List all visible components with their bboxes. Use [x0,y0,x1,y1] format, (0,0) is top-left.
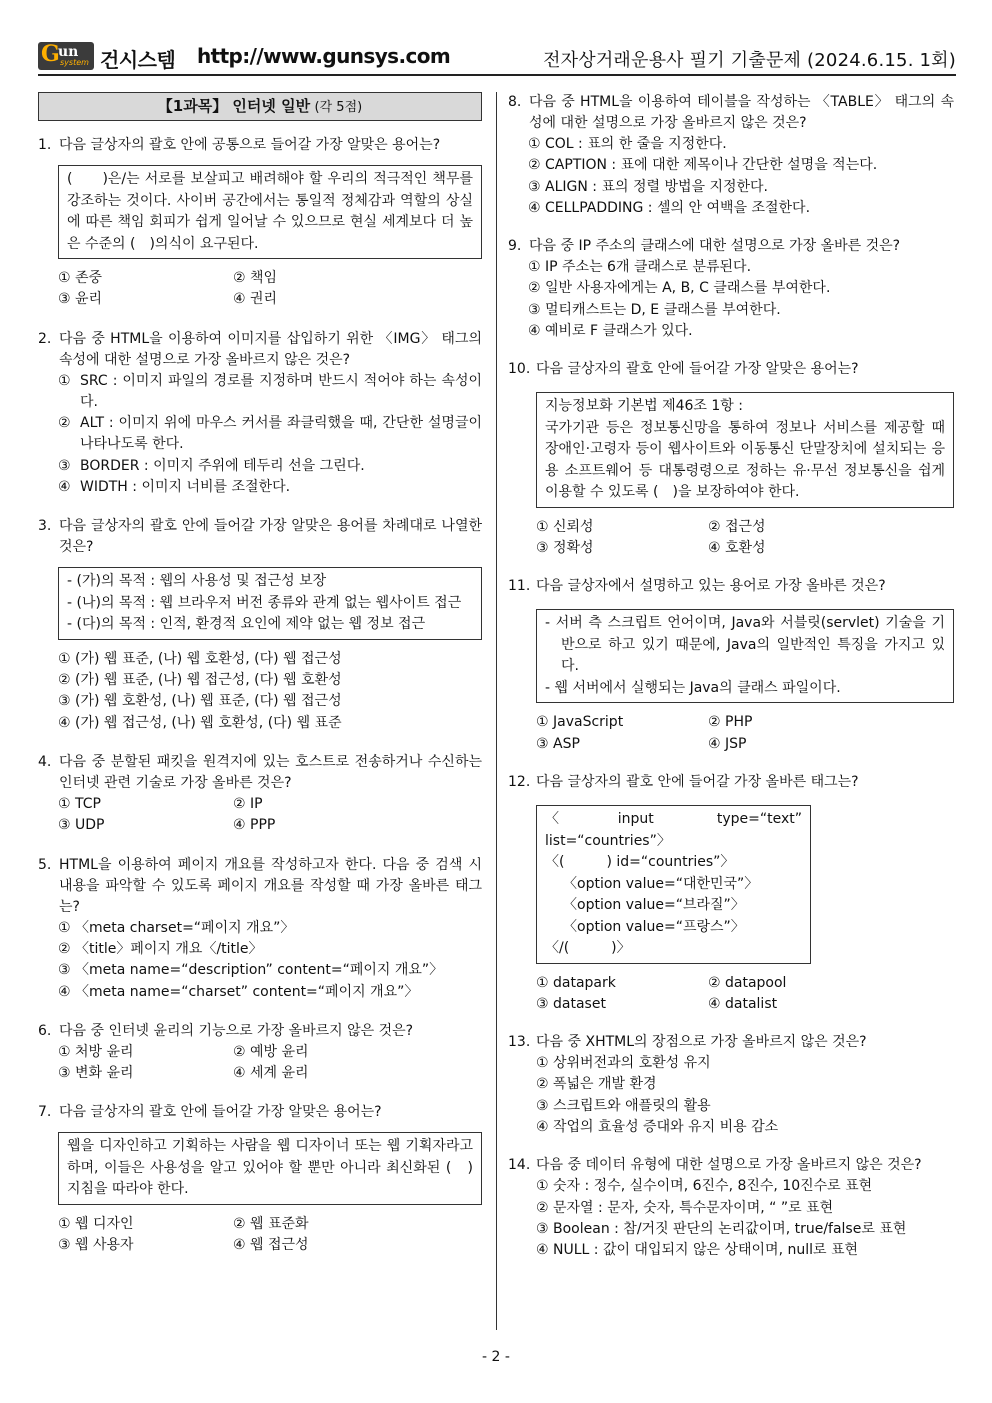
option-1[interactable] [58,371,482,414]
option-3[interactable]: ③ dataset [536,995,606,1012]
options [536,517,954,560]
code-box [536,805,811,964]
box-line: - (나)의 목적 : 웹 브라우저 버전 종류와 관계 없는 웹사이트 접근 [67,594,462,611]
options [58,1214,482,1257]
question-text: 다음 글상자의 괄호 안에 공통으로 들어갈 가장 알맞은 용어는? [59,137,441,153]
box-text: 국가기관 등은 정보통신망을 통하여 정보나 서비스를 제공할 때 장애인·고령자 등이 웹사이트와 이동통신 단말장치에 설치되는 응용 소프트웨어 등 대통령령으로 정하는 유·무선 정보통신을 쉽게 이용할 수 있도록 ( )을 보장하여야 한다. [545,419,945,501]
option-3[interactable]: ③ (가) 웹 호환성, (나) 웹 표준, (다) 웹 접근성 [58,693,342,710]
question-6 [38,1021,482,1085]
code-line: 〈option value=“프랑스”〉 [563,918,745,935]
option-marker: ① [58,372,71,389]
option-2[interactable]: ② CAPTION : 표에 대한 제목이나 간단한 설명을 적는다. [528,157,878,174]
question-4 [38,752,482,837]
option-4[interactable]: ④ datalist [708,995,778,1012]
code-line: 〈( ) id=“countries”〉 [545,854,735,871]
option-3[interactable]: ③ Boolean : 참/거짓 판단의 논리값이며, true/false로 표현 [536,1220,907,1237]
options [58,1042,482,1085]
question-text: 다음 중 HTML을 이용하여 테이블을 작성하는 〈TABLE〉 태그의 속성에 대한 설명으로 가장 올바르지 않은 것은? [529,94,954,131]
box-text: ( )은/는 서로를 보살피고 배려해야 할 우리의 적극적인 책무를 강조하는 것이다. 사이버 공간에서는 통일적 정체감과 역할의 상실에 따른 책임 회피가 쉽게 일어날 수 있으므로 현실 세계보다 더 높은 수준의 ( )의식이 요구된다. [67,171,473,252]
question-2 [38,329,482,499]
option-2[interactable]: ② IP [233,796,263,813]
question-text: 다음 글상자의 괄호 안에 들어갈 가장 알맞은 용어는? [59,1104,382,1121]
option-2[interactable]: ② (가) 웹 표준, (나) 웹 접근성, (다) 웹 호환성 [58,672,342,689]
question-text: 다음 중 인터넷 윤리의 기능으로 가장 올바르지 않은 것은? [59,1022,414,1039]
box-heading: 지능정보화 기본법 제46조 1항 : [545,398,744,415]
question-number: 2. [38,330,52,347]
option-text: ALT : 이미지 위에 마우스 커서를 좌클릭했을 때, 간단한 설명글이 나타나도록 한다. [80,415,482,453]
question-text: 다음 중 XHTML의 장점으로 가장 올바르지 않은 것은? [536,1034,867,1051]
question-8 [508,92,954,219]
options [536,712,954,755]
box-line: - 서버 측 스크립트 언어이며, Java와 서블릿(servlet) 기술을 기반으로 하고 있기 때문에, Java의 일반적인 특징을 가지고 있다. [545,615,945,675]
option-3[interactable]: ③ ASP [536,735,580,752]
option-4[interactable]: ④ PPP [233,817,276,834]
option-1[interactable]: ① TCP [58,796,101,813]
option-1[interactable]: ① 존중 [58,270,103,286]
question-box [536,609,954,703]
option-4[interactable]: ④ 웹 접근성 [233,1237,309,1254]
question-number: 4. [38,754,52,771]
option-text: SRC : 이미지 파일의 경로를 지정하며 반드시 적어야 하는 속성이다. [80,372,482,410]
question-number: 7. [38,1104,52,1121]
option-3[interactable]: ③ 윤리 [58,291,103,308]
option-3[interactable]: ③ 〈meta name=“description” content=“페이지 개요”〉 [58,962,444,979]
option-2[interactable]: ② 웹 표준화 [233,1215,309,1232]
option-3[interactable]: ③ ALIGN : 표의 정렬 방법을 지정한다. [528,178,769,195]
option-4[interactable]: ④ (가) 웹 접근성, (나) 웹 호환성, (다) 웹 표준 [58,714,342,731]
options [58,371,482,499]
option-2[interactable]: ② 〈title〉페이지 개요〈/title〉 [58,940,263,957]
option-3[interactable]: ③ 스크립트와 애플릿의 활용 [536,1097,711,1114]
question-text: 다음 글상자의 괄호 안에 들어갈 가장 알맞은 용어는? [536,361,859,378]
question-10 [508,359,954,559]
option-1[interactable]: ① 〈meta charset=“페이지 개요”〉 [58,919,295,936]
code-line: 〈option value=“대한민국”〉 [563,875,759,892]
option-3[interactable]: ③ UDP [58,817,105,834]
option-3[interactable]: ③ 멀티캐스트는 D, E 클래스를 부여한다. [528,301,781,318]
option-4[interactable]: ④ CELLPADDING : 셀의 안 여백을 조절한다. [528,199,811,216]
option-1[interactable]: ① 숫자 : 정수, 실수이며, 6진수, 8진수, 10진수로 표현 [536,1178,873,1195]
options [58,649,482,734]
option-4[interactable]: ④ 작업의 효율성 증대와 유지 비용 감소 [536,1119,779,1136]
question-text: 다음 중 분할된 패킷을 원격지에 있는 호스트로 전송하거나 수신하는 인터넷 관련 기술로 가장 올바른 것은? [59,754,482,792]
options [58,918,482,1003]
options [536,1053,954,1138]
box-text: 웹을 디자인하고 기획하는 사람을 웹 디자이너 또는 웹 기획자라고 하며, 이들은 사용성을 알고 있어야 할 뿐만 아니라 최신화된 ( ) 지침을 따라야 한다. [67,1138,473,1198]
option-3[interactable] [58,456,482,477]
right-column [508,92,954,1282]
option-4[interactable]: ④ JSP [708,735,747,752]
option-2[interactable] [58,413,482,456]
options [528,257,954,342]
site-url[interactable]: http://www.gunsys.com [197,44,451,68]
question-13 [508,1032,954,1138]
option-3[interactable]: ③ 변화 윤리 [58,1065,134,1082]
question-number: 6. [38,1022,52,1039]
question-box [58,567,482,640]
option-4[interactable]: ④ 〈meta name=“charset” content=“페이지 개요”〉 [58,983,419,1000]
option-4[interactable]: ④ NULL : 값이 대입되지 않은 상태이며, null로 표현 [536,1242,859,1259]
section-title [38,92,482,121]
question-text: 다음 글상자에서 설명하고 있는 용어로 가장 올바른 것은? [536,578,886,595]
gunsystem-logo: G un system [38,42,94,70]
box-line: - 웹 서버에서 실행되는 Java의 클래스 파일이다. [545,679,841,696]
question-text: 다음 중 IP 주소의 클래스에 대한 설명으로 가장 올바른 것은? [529,238,901,255]
page-header [38,40,956,76]
option-2[interactable]: ② 책임 [233,270,278,286]
code-line: 〈input type=“text” list=“countries”〉 [545,811,802,849]
option-2[interactable]: ② 접근성 [708,518,766,535]
section-points: (각 5점) [314,100,363,115]
option-2[interactable]: ② 폭넓은 개발 환경 [536,1076,657,1093]
question-text: 다음 중 데이터 유형에 대한 설명으로 가장 올바르지 않은 것은? [536,1157,922,1174]
question-number: 9. [508,238,522,255]
question-box [536,392,954,508]
question-number: 8. [508,94,522,110]
box-line: - (가)의 목적 : 웹의 사용성 및 접근성 보장 [67,573,327,590]
option-1[interactable]: ① (가) 웹 표준, (나) 웹 호환성, (다) 웹 접근성 [58,650,342,667]
options [58,268,482,311]
option-1[interactable]: ① 처방 윤리 [58,1043,134,1060]
question-1 [38,135,482,311]
option-2[interactable]: ② datapool [708,974,787,991]
question-14 [508,1155,954,1261]
option-marker: ② [58,415,71,432]
question-7 [38,1102,482,1256]
option-3[interactable]: ③ 정확성 [536,540,594,557]
exam-title: 전자상거래운용사 필기 기출문제 (2024.6.15. 1회) [543,50,956,71]
question-box [58,1132,482,1205]
question-number: 10. [508,361,531,378]
options [58,794,482,837]
question-number: 14. [508,1157,531,1174]
option-1[interactable]: ① 신뢰성 [536,518,594,535]
code-line: 〈option value=“브라질”〉 [563,897,745,914]
option-4[interactable]: ④ 호환성 [708,540,766,557]
option-1[interactable]: ① datapark [536,974,616,991]
question-number: 13. [508,1034,531,1051]
option-2[interactable]: ② 예방 윤리 [233,1043,309,1060]
option-4[interactable]: ④ 예비로 F 클래스가 있다. [528,323,693,340]
question-text: 다음 중 HTML을 이용하여 이미지를 삽입하기 위한 〈IMG〉 태그의 속성에 대한 설명으로 가장 올바르지 않은 것은? [59,330,482,368]
question-text: HTML을 이용하여 페이지 개요를 작성하고자 한다. 다음 중 검색 시 내용을 파악할 수 있도록 페이지 개요를 작성할 때 가장 올바른 태그는? [59,856,482,915]
question-12 [508,772,954,1015]
option-text: BORDER : 이미지 주위에 테두리 선을 그린다. [80,457,365,474]
question-text: 다음 글상자의 괄호 안에 들어갈 가장 올바른 태그는? [536,774,859,791]
options [536,1176,954,1261]
left-column [38,92,482,1277]
page-number: - 2 - [482,1349,510,1365]
option-2[interactable]: ② 문자열 : 문자, 숫자, 특수문자이며, “ ”로 표현 [536,1199,834,1216]
option-4[interactable]: ④ 세계 윤리 [233,1065,309,1082]
option-1[interactable]: ① IP 주소는 6개 클래스로 분류된다. [528,259,752,276]
question-5 [38,855,482,1003]
question-number: 12. [508,774,531,791]
code-line: 〈/( )〉 [545,940,631,957]
question-text: 다음 글상자의 괄호 안에 들어갈 가장 알맞은 용어를 차례대로 나열한 것은? [59,518,482,556]
option-1[interactable]: ① 웹 디자인 [58,1215,134,1232]
question-3 [38,516,482,734]
question-9 [508,236,954,342]
question-number: 5. [38,856,52,873]
question-number: 1. [38,137,52,153]
section-name: 【1과목】 인터넷 일반 [157,97,311,115]
option-1[interactable]: ① 상위버전과의 호환성 유지 [536,1055,711,1072]
column-divider [496,92,497,1330]
question-box [58,165,482,259]
option-1[interactable]: ① COL : 표의 한 줄을 지정한다. [528,136,727,152]
question-number: 11. [508,578,531,595]
option-2[interactable]: ② 일반 사용자에게는 A, B, C 클래스를 부여한다. [528,280,831,297]
box-line: - (다)의 목적 : 인적, 환경적 요인에 제약 없는 웹 정보 접근 [67,616,426,633]
option-2[interactable]: ② PHP [708,714,753,731]
question-number: 3. [38,518,52,535]
options [528,134,954,219]
option-marker: ③ [58,457,71,474]
option-4[interactable]: ④ 권리 [233,291,278,308]
brand-name: 건시스템 [100,48,176,72]
options [536,973,954,1016]
option-1[interactable]: ① JavaScript [536,714,624,731]
question-11 [508,576,954,755]
option-4[interactable] [58,477,482,498]
option-marker: ④ [58,479,71,496]
option-3[interactable]: ③ 웹 사용자 [58,1237,134,1254]
option-text: WIDTH : 이미지 너비를 조절한다. [80,479,291,496]
